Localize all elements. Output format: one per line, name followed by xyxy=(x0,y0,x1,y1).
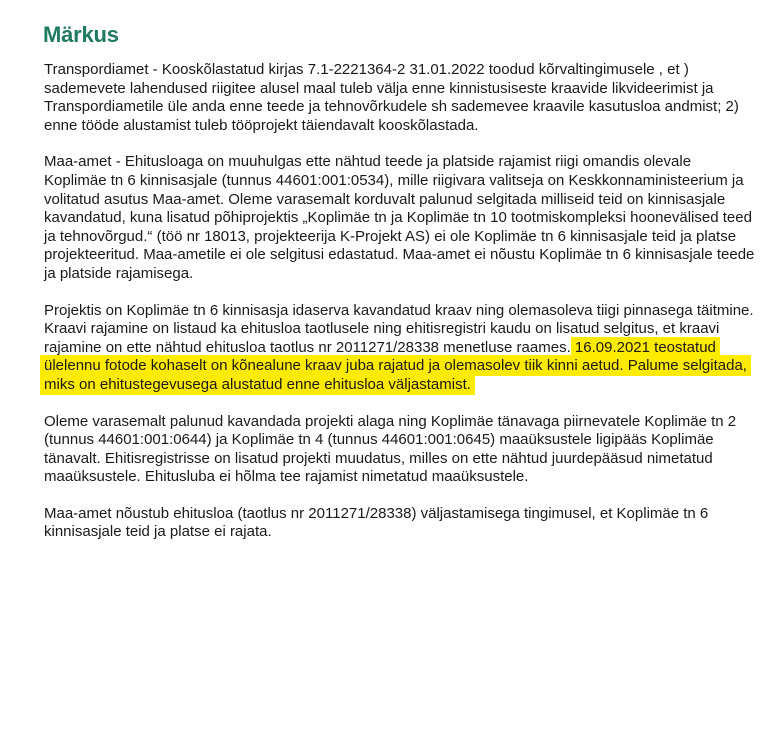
paragraph-transpordiamet: Transpordiamet - Kooskõlastatud kirjas 7.1-2221364-2 31.01.2022 toodud kõrvaltingimusele , et ) sademevete lahendused riigitee alusel maal tuleb välja enne kinnistusiseste kraavide likvideerimist ja Transpordiametile üle anda enne teede ja tehnovõrkudele sh sademevee kraavile kasutusloa andmist; 2) enne tööde alustamist tuleb tööprojekt täiendavalt kooskõlastada. xyxy=(44,61,739,134)
highlighted-text: 16.09.2021 teostatud ülelennu fotode kohaselt on kõnealune kraav juba rajatud ja olemasolev tiik kinni aetud. Palume selgitada, miks on ehitustegevusega alustatud enne ehitusloa väljastamist. xyxy=(40,337,751,395)
paragraph-noustub: Maa-amet nõustub ehitusloa (taotlus nr 2011271/28338) väljastamisega tingimusel, et Koplimäe tn 6 kinnisasjale teid ja platse ei rajata. xyxy=(44,504,709,541)
paragraph-kraav xyxy=(44,302,756,395)
document-title: Märkus xyxy=(43,22,119,47)
paragraph-kraav-text: Projektis on Koplimäe tn 6 kinnisasja idaserva kavandatud kraav ning olemasoleva tiigi pinnasega täitmine. Kraavi rajamine on listaud ka ehitusloa taotlusele ning ehitisregistri kaudu on lisatud selgitus, et kraavi rajamine on ette nähtud ehitusloa taotlus nr 2011271/28338 menetluse raames. xyxy=(44,301,754,356)
paragraph-ligipaas: Oleme varasemalt palunud kavandada projekti alaga ning Koplimäe tänavaga piirnevatele Koplimäe tn 2 (tunnus 44601:001:0644) ja Koplimäe tn 4 (tunnus 44601:001:0645) maaüksustele ligipääs Koplimäe tänavalt. Ehitisregistrisse on lisatud projekti muudatus, milles on ette nähtud juurdepääsud nimetatud maaüksustele. Ehitusluba ei hõlma tee rajamist nimetatud maaüksustele. xyxy=(44,412,737,486)
paragraph-maa-amet: Maa-amet - Ehitusloaga on muuhulgas ette nähtud teede ja platside rajamist riigi omandis olevale Koplimäe tn 6 kinnisasjale (tunnus 44601:001:0534), mille riigivara valitseja on Keskkonnaministeerium ja volitatud asutus Maa-amet. Oleme varasemalt korduvalt palunud selgitada milliseid teid on kinnisasjale kavandatud, kuna lisatud põhiprojektis „Koplimäe tn ja Koplimäe tn 10 tootmiskompleksi hoonevälised teed ja tehnovõrgud.“ (töö nr 18013, projekteerija K-Projekt AS) ei ole Koplimäe tn 6 kinnisasjale teid ja platse projekteeritud. Maa-ametile ei ole selgitusi edastatud. Maa-amet ei nõustu Koplimäe tn 6 kinnisasjale teede ja platside rajamisega. xyxy=(44,153,755,282)
document-page xyxy=(44,18,756,560)
